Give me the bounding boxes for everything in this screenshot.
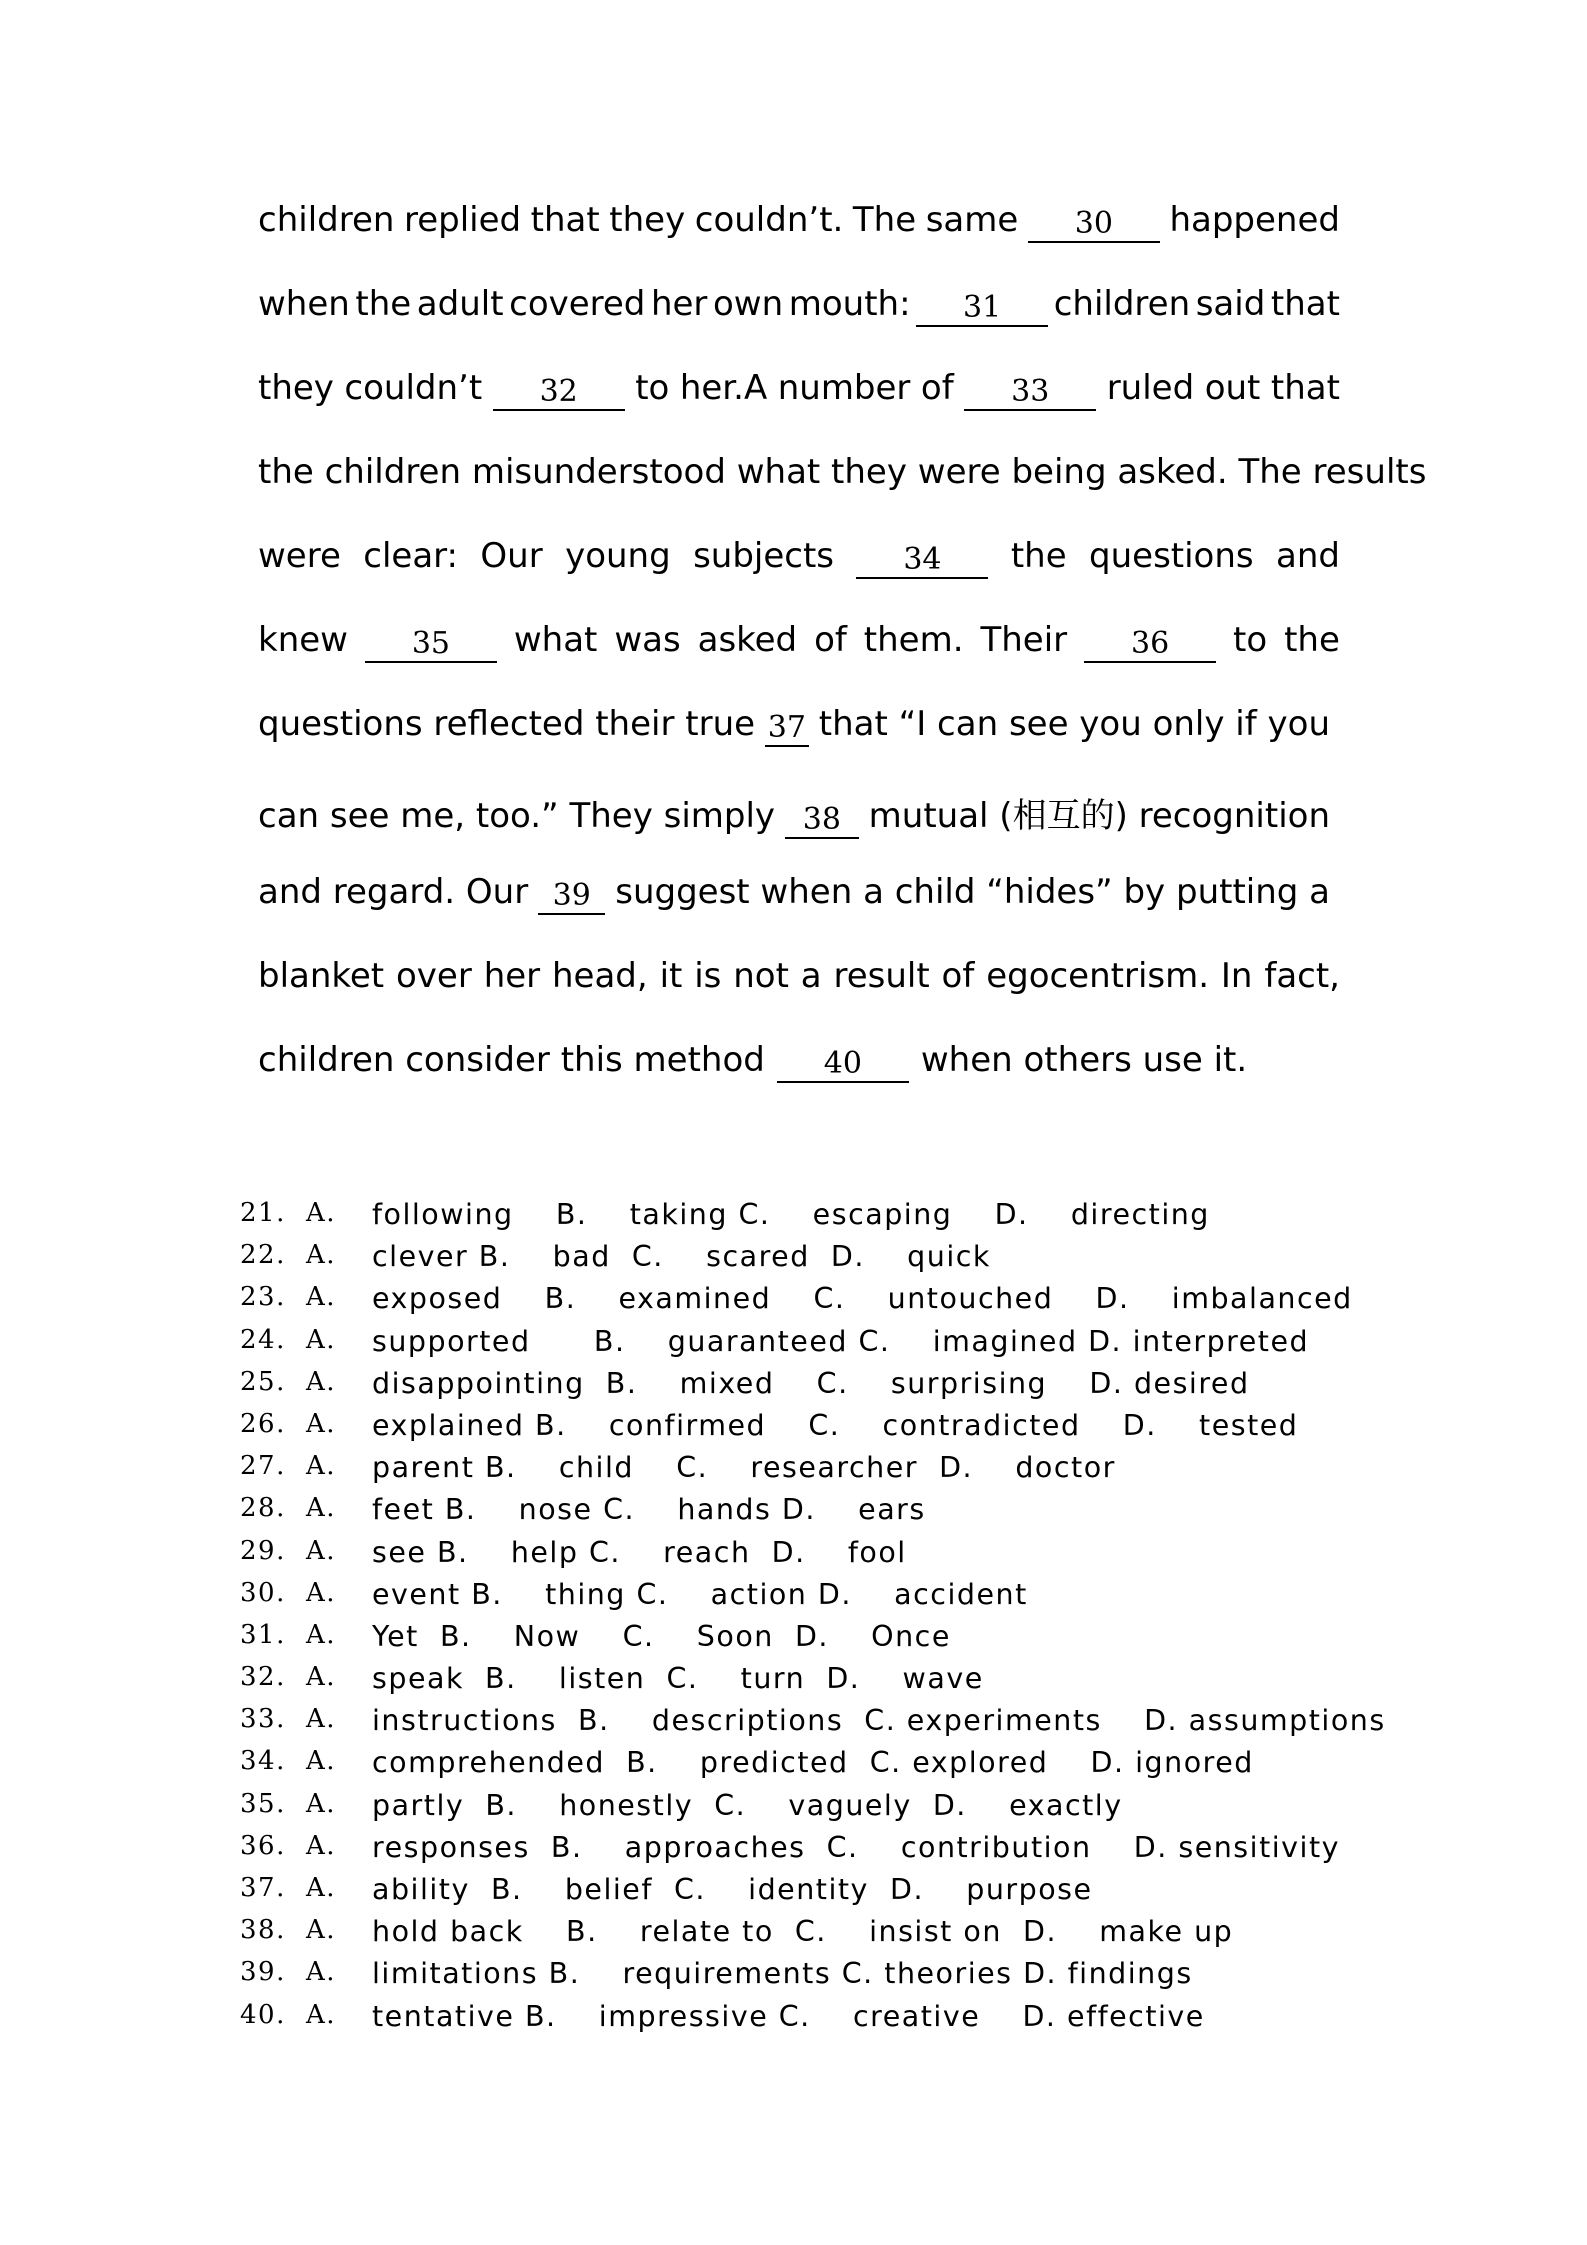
option-a-label: A.	[306, 1873, 337, 1903]
word: clear:	[363, 536, 458, 576]
question-number: 29.	[240, 1535, 286, 1566]
word: said	[1195, 284, 1266, 324]
passage-line-1	[258, 200, 1340, 284]
word: questions	[1089, 536, 1254, 576]
option-a-label: A.	[306, 1788, 337, 1819]
question-number: 23.	[240, 1282, 286, 1313]
blank-32: 32	[493, 375, 625, 411]
question-number: 39.	[240, 1957, 286, 1988]
word: head,	[552, 956, 648, 996]
word: number	[777, 368, 911, 408]
option-choices: explained B. confirmed C. contradicted D. tested	[372, 1408, 1299, 1442]
option-a-label: A.	[306, 1451, 337, 1482]
option-choices: parent B. child C. researcher D. doctor	[372, 1451, 1116, 1485]
option-choices: event B. thing C. action D. accident	[372, 1577, 1028, 1611]
word: to	[1233, 620, 1268, 660]
word: egocentrism.	[986, 956, 1210, 996]
question-number: 21.	[240, 1198, 286, 1228]
word: knew	[258, 620, 348, 660]
word: own	[713, 284, 784, 324]
option-a-label: A.	[306, 1999, 337, 2030]
option-choices: tentative B. impressive C. creative D. effective	[372, 1999, 1205, 2033]
option-choices: following B. taking C. escaping D. directing	[372, 1198, 1210, 1231]
line-text: questions reflected their true	[258, 704, 756, 744]
option-a-label: A.	[306, 1704, 337, 1735]
line-text: children consider this method	[258, 1040, 765, 1080]
option-choices: comprehended B. predicted C. explored D. ignored	[372, 1746, 1254, 1780]
option-a-label: A.	[306, 1662, 337, 1693]
word: her	[483, 956, 541, 996]
word: of	[920, 368, 954, 408]
question-number: 34.	[240, 1746, 286, 1777]
word: covered	[509, 284, 646, 324]
passage-line-9	[258, 872, 1340, 956]
word: them.	[863, 620, 964, 660]
word: adult	[416, 284, 504, 324]
word: young	[565, 536, 671, 576]
passage-line-2	[258, 284, 1340, 368]
option-a-label: A.	[306, 1535, 337, 1566]
word: were	[258, 536, 341, 576]
word: and	[1276, 536, 1340, 576]
word: that	[1270, 284, 1340, 324]
word: couldn’t.	[694, 200, 844, 240]
option-choices: speak B. listen C. turn D. wave	[372, 1662, 984, 1696]
word: children	[1053, 284, 1191, 324]
option-choices: exposed B. examined C. untouched D. imbalanced	[372, 1282, 1353, 1316]
option-a-label: A.	[306, 1366, 337, 1397]
option-a-label: A.	[306, 1408, 337, 1439]
word: result	[833, 956, 930, 996]
word: happened	[1169, 200, 1340, 240]
question-number: 33.	[240, 1704, 286, 1735]
option-choices: clever B. bad C. scared D. quick	[372, 1240, 991, 1274]
word: replied	[403, 200, 522, 240]
word: a	[800, 956, 822, 996]
word: fact,	[1264, 956, 1340, 996]
question-number: 24.	[240, 1324, 286, 1355]
blank-37: 37	[765, 711, 809, 747]
word: over	[396, 956, 472, 996]
question-number: 28.	[240, 1493, 286, 1524]
option-a-label: A.	[306, 1198, 337, 1228]
word: children	[258, 200, 395, 240]
option-a-label: A.	[306, 1493, 337, 1524]
blank-35: 35	[365, 627, 497, 663]
word: subjects	[693, 536, 835, 576]
option-a-label: A.	[306, 1282, 337, 1313]
word: the	[1010, 536, 1067, 576]
blank-38: 38	[785, 803, 859, 839]
word: her.A	[679, 368, 768, 408]
line-text: suggest when a child “hides” by putting a	[615, 872, 1330, 912]
option-choices: ability B. belief C. identity D. purpose	[372, 1873, 1093, 1906]
word: mouth:	[788, 284, 911, 324]
question-number: 32.	[240, 1662, 286, 1693]
option-a-label: A.	[306, 1830, 337, 1861]
option-a-label: A.	[306, 1240, 337, 1271]
passage-line-11	[258, 1040, 1340, 1124]
word: what	[513, 620, 598, 660]
question-number: 22.	[240, 1240, 286, 1271]
line-text: that “I can see you only if you	[818, 704, 1330, 744]
option-choices: feet B. nose C. hands D. ears	[372, 1493, 926, 1527]
passage	[258, 200, 1427, 1124]
word: ruled	[1106, 368, 1195, 408]
blank-40: 40	[777, 1047, 909, 1083]
blank-34: 34	[856, 543, 988, 579]
passage-line-7	[258, 704, 1340, 788]
question-number: 38.	[240, 1915, 286, 1946]
question-number: 40.	[240, 1999, 286, 2030]
question-number: 35.	[240, 1788, 286, 1819]
option-choices: instructions B. descriptions C. experiments D. assumptions	[372, 1704, 1386, 1738]
word: asked	[697, 620, 798, 660]
option-choices: hold back B. relate to C. insist on D. make up	[372, 1915, 1234, 1949]
passage-line-4	[258, 452, 1427, 536]
option-choices: partly B. honestly C. vaguely D. exactly	[372, 1788, 1123, 1822]
word: the	[1284, 620, 1340, 660]
word: of	[814, 620, 847, 660]
word: they	[258, 368, 334, 408]
word: that	[1270, 368, 1340, 408]
word: Their	[980, 620, 1068, 660]
word: couldn’t	[344, 368, 483, 408]
word: that	[530, 200, 600, 240]
passage-line-6	[258, 620, 1340, 704]
option-a-label: A.	[306, 1957, 337, 1988]
word: The	[852, 200, 917, 240]
line-text: the children misunderstood what they were being asked. The results	[258, 452, 1427, 492]
word: out	[1204, 368, 1261, 408]
word: they	[609, 200, 686, 240]
blank-31: 31	[916, 291, 1048, 327]
question-number: 27.	[240, 1451, 286, 1482]
option-a-label: A.	[306, 1915, 337, 1946]
word: to	[635, 368, 670, 408]
question-number: 31.	[240, 1619, 286, 1650]
question-number: 37.	[240, 1873, 286, 1903]
word: it	[659, 956, 683, 996]
passage-line-3	[258, 368, 1340, 452]
option-a-label: A.	[306, 1746, 337, 1777]
option-a-label: A.	[306, 1619, 337, 1650]
blank-30: 30	[1028, 207, 1160, 243]
option-choices: see B. help C. reach D. fool	[372, 1535, 907, 1569]
blank-39: 39	[538, 879, 605, 915]
line-text: when others use it.	[920, 1040, 1248, 1080]
option-choices: supported B. guaranteed C. imagined D. interpreted	[372, 1324, 1310, 1358]
word: her	[650, 284, 708, 324]
question-number: 36.	[240, 1830, 286, 1861]
option-choices: responses B. approaches C. contribution D. sensitivity	[372, 1830, 1340, 1864]
passage-line-5	[258, 536, 1340, 620]
passage-line-8	[258, 788, 1340, 872]
question-number: 30.	[240, 1577, 286, 1608]
blank-33: 33	[964, 375, 1096, 411]
word: when	[258, 284, 350, 324]
option-choices: disappointing B. mixed C. surprising D. desired	[372, 1366, 1250, 1400]
word: Our	[480, 536, 543, 576]
option-choices: limitations B. requirements C. theories D. findings	[372, 1957, 1193, 1991]
word: of	[941, 956, 975, 996]
word: the	[355, 284, 412, 324]
word: not	[733, 956, 789, 996]
line-text: and regard. Our	[258, 872, 529, 912]
option-a-label: A.	[306, 1577, 337, 1608]
option-choices: Yet B. Now C. Soon D. Once	[372, 1619, 951, 1653]
question-number: 26.	[240, 1408, 286, 1439]
word: same	[925, 200, 1019, 240]
line-text: can see me, too.” They simply	[258, 796, 776, 836]
option-a-label: A.	[306, 1324, 337, 1355]
word: is	[694, 956, 722, 996]
blank-36: 36	[1084, 627, 1216, 663]
word: was	[614, 620, 681, 660]
line-text: mutual (相互的) recognition	[868, 796, 1330, 836]
word: In	[1220, 956, 1253, 996]
word: blanket	[258, 956, 385, 996]
passage-line-10	[258, 956, 1340, 1040]
question-number: 25.	[240, 1366, 286, 1397]
